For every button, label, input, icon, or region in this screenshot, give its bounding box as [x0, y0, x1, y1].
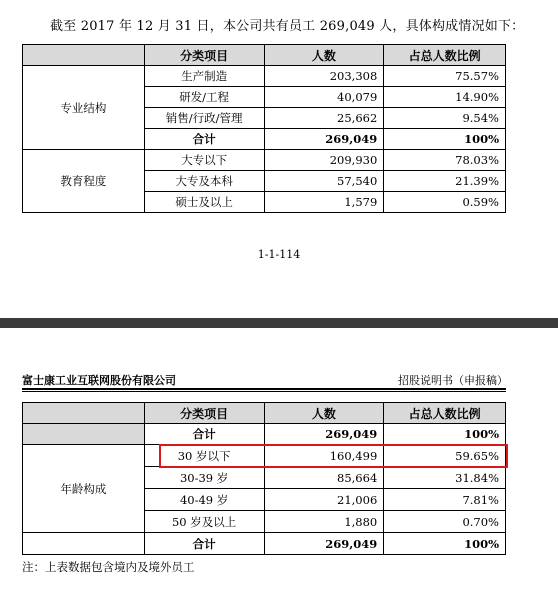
table-cell-count: 1,579	[264, 192, 384, 213]
total-count: 269,049	[264, 424, 384, 445]
table-cell-ratio: 59.65%	[384, 445, 506, 467]
header-count: 人数	[264, 45, 384, 66]
header-blank-cell	[23, 403, 145, 424]
group-label-age: 年龄构成	[23, 445, 145, 533]
table-cell-ratio: 21.39%	[384, 171, 506, 192]
company-name: 富士康工业互联网股份有限公司	[22, 374, 176, 387]
total-count: 269,049	[264, 533, 384, 555]
table-cell-item: 大专及本科	[144, 171, 264, 192]
table-cell-item: 50 岁及以上	[144, 511, 264, 533]
table-cell-count: 40,079	[264, 87, 384, 108]
header-ratio: 占总人数比例	[384, 403, 506, 424]
table-cell-count: 25,662	[264, 108, 384, 129]
total-label: 合计	[144, 129, 264, 150]
table-cell-count: 57,540	[264, 171, 384, 192]
table-cell-item: 30-39 岁	[144, 467, 264, 489]
table-cell-ratio: 14.90%	[384, 87, 506, 108]
table-cell-item: 销售/行政/管理	[144, 108, 264, 129]
table-cell-count: 160,499	[264, 445, 384, 467]
group-label-professional: 专业结构	[23, 66, 145, 150]
header-rule-thin	[22, 391, 506, 392]
total-label: 合计	[144, 533, 264, 555]
total-ratio: 100%	[384, 129, 506, 150]
table-note: 注：上表数据包含境内及境外员工	[22, 560, 195, 574]
table-cell-item: 研发/工程	[144, 87, 264, 108]
table-cell-item: 大专以下	[144, 150, 264, 171]
total-ratio: 100%	[384, 424, 506, 445]
table-cell-ratio: 7.81%	[384, 489, 506, 511]
blank-cell	[23, 424, 145, 445]
page-divider	[0, 318, 558, 328]
total-label: 合计	[144, 424, 264, 445]
page-number: 1-1-114	[257, 248, 301, 261]
table-cell-item: 生产制造	[144, 66, 264, 87]
header-rule	[22, 388, 506, 390]
header-blank-cell	[23, 45, 145, 66]
table-cell-item: 硕士及以上	[144, 192, 264, 213]
table-cell-ratio: 0.59%	[384, 192, 506, 213]
header-category: 分类项目	[144, 45, 264, 66]
table-cell-count: 209,930	[264, 150, 384, 171]
table-cell-ratio: 78.03%	[384, 150, 506, 171]
age-structure-table	[22, 402, 506, 555]
staff-structure-table	[22, 44, 506, 213]
total-count: 269,049	[264, 129, 384, 150]
table-cell-item: 30 岁以下	[144, 445, 264, 467]
table-cell-ratio: 75.57%	[384, 66, 506, 87]
table-cell-ratio: 9.54%	[384, 108, 506, 129]
header-count: 人数	[264, 403, 384, 424]
table-cell-count: 203,308	[264, 66, 384, 87]
total-ratio: 100%	[384, 533, 506, 555]
header-ratio: 占总人数比例	[384, 45, 506, 66]
header-category: 分类项目	[144, 403, 264, 424]
intro-paragraph: 截至 2017 年 12 月 31 日，本公司共有员工 269,049 人，具体构成情况如下：	[50, 19, 525, 34]
table-cell-count: 1,880	[264, 511, 384, 533]
blank-cell	[23, 533, 145, 555]
highlight-box	[159, 444, 508, 468]
table-cell-count: 85,664	[264, 467, 384, 489]
table-cell-ratio: 0.70%	[384, 511, 506, 533]
table-cell-ratio: 31.84%	[384, 467, 506, 489]
group-label-education: 教育程度	[23, 150, 145, 213]
table-cell-item: 40-49 岁	[144, 489, 264, 511]
document-title: 招股说明书（申报稿）	[398, 374, 508, 387]
table-cell-count: 21,006	[264, 489, 384, 511]
